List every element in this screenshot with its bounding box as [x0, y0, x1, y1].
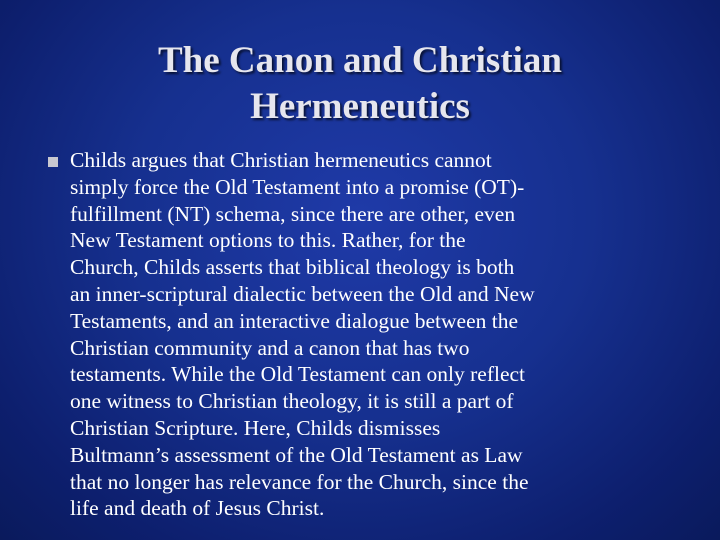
bullet-line: Christian community and a canon that has two: [70, 335, 470, 360]
square-bullet-icon: [48, 157, 58, 167]
bullet-line: Testaments, and an interactive dialogue between the: [70, 308, 519, 333]
bullet-line: Bultmann’s assessment of the Old Testament as Law: [70, 442, 523, 467]
bullet-line: New Testament options to this. Rather, for the: [70, 228, 466, 253]
bullet-line: Church, Childs asserts that biblical theology is both: [70, 255, 515, 280]
title-line: Hermeneutics: [250, 86, 470, 127]
slide-body: [48, 147, 688, 522]
bullet-line: Christian Scripture. Here, Childs dismisses: [70, 415, 441, 440]
bullet-line: that no longer has relevance for the Church, since the: [70, 469, 529, 494]
title-line: The Canon and Christian: [157, 40, 563, 81]
bullet-line: testaments. While the Old Testament can only reflect: [70, 362, 526, 387]
bullet-item: [48, 147, 688, 522]
bullet-line: one witness to Christian theology, it is still a part of: [70, 389, 514, 414]
bullet-line: fulfillment (NT) schema, since there are other, even: [70, 201, 516, 226]
bullet-line: an inner-scriptural dialectic between the Old and New: [70, 281, 535, 306]
bullet-line: life and death of Jesus Christ.: [70, 496, 325, 521]
bullet-text: [70, 147, 682, 522]
slide-title: [60, 38, 660, 130]
bullet-line: simply force the Old Testament into a promise (OT)-: [70, 174, 525, 199]
bullet-line: Childs argues that Christian hermeneutics cannot: [70, 148, 492, 172]
